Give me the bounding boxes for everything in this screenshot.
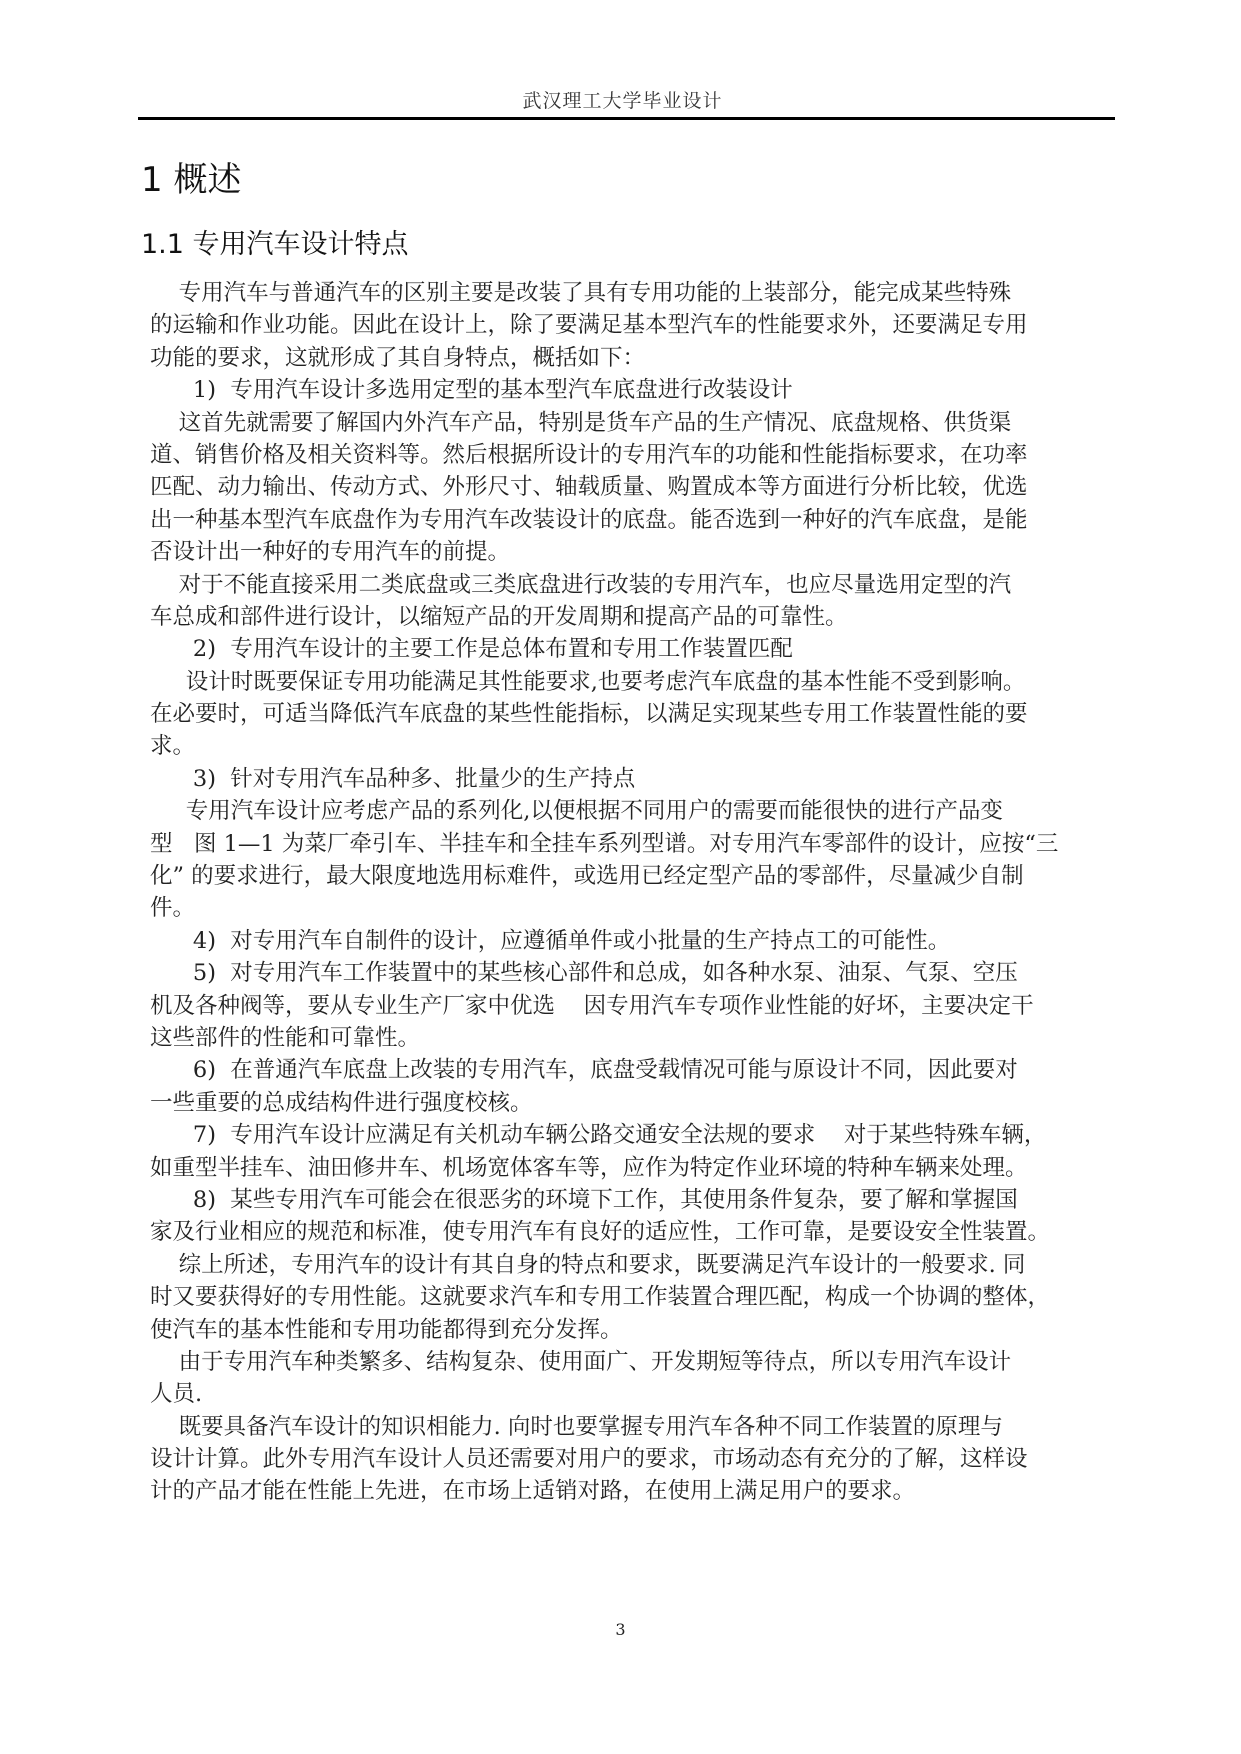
text-line: 件。 (150, 895, 196, 922)
section-heading: 1.1 专用汽车设计特点 (141, 229, 409, 260)
text-line: 使汽车的基本性能和专用功能都得到充分发挥。 (150, 1316, 623, 1343)
text-line: 一些重要的总成结构件进行强度校核。 (150, 1089, 533, 1116)
text-line: 车总成和部件进行设计，以缩短产品的开发周期和提高产品的可靠性。 (150, 603, 848, 630)
text-line: 6) 在普通汽车底盘上改装的专用汽车，底盘受载情况可能与原设计不同，因此要对 (150, 1057, 1018, 1084)
running-header: 武汉理工大学毕业设计 (522, 90, 723, 112)
text-line: 对于不能直接采用二类底盘或三类底盘进行改装的专用汽车，也应尽量选用定型的汽 (150, 571, 1012, 598)
text-line: 1) 专用汽车设计多选用定型的基本型汽车底盘进行改装设计 (150, 377, 793, 404)
text-line: 家及行业相应的规范和标准，使专用汽车有良好的适应性，工作可靠，是要设安全性装置。 (150, 1219, 1051, 1246)
text-line: 这首先就需要了解国内外汽车产品，特别是货车产品的生产情况、底盘规格、供货渠 (150, 409, 1012, 436)
text-line: 型 图 1—1 为菜厂牵引车、半挂车和全挂车系列型谱。对专用汽车零部件的设计，应按“三 (150, 830, 1059, 857)
text-line: 时又要获得好的专用性能。这就要求汽车和专用工作装置合理匹配，构成一个协调的整体， (150, 1284, 1051, 1311)
text-line: 的运输和作业功能。因此在设计上，除了要满足基本型汽车的性能要求外，还要满足专用 (150, 312, 1028, 339)
text-line: 4) 对专用汽车自制件的设计，应遵循单件或小批量的生产持点工的可能性。 (150, 927, 951, 954)
text-line: 由于专用汽车种类繁多、结构复杂、使用面广、开发期短等待点，所以专用汽车设计 (150, 1348, 1012, 1375)
text-line: 这些部件的性能和可靠性。 (150, 1024, 421, 1051)
page-number: 3 (615, 1620, 626, 1639)
text-line: 2) 专用汽车设计的主要工作是总体布置和专用工作装置匹配 (150, 636, 793, 663)
text-line: 综上所述，专用汽车的设计有其自身的特点和要求，既要满足汽车设计的一般要求. 同 (150, 1251, 1026, 1278)
text-line: 道、销售价格及相关资料等。然后根据所设计的专用汽车的功能和性能指标要求，在功率 (150, 441, 1028, 468)
text-line: 3) 针对专用汽车品种多、批量少的生产持点 (150, 765, 636, 792)
chapter-heading: 1 概述 (141, 160, 242, 200)
text-line: 设计时既要保证专用功能满足其性能要求,也要考虑汽车底盘的基本性能不受到影响。 (150, 668, 1026, 695)
text-line: 既要具备汽车设计的知识相能力. 向时也要掌握专用汽车各种不同工作装置的原理与 (150, 1413, 1003, 1440)
text-line: 在必要时，可适当降低汽车底盘的某些性能指标，以满足实现某些专用工作装置性能的要 (150, 701, 1028, 728)
body-text (150, 277, 1114, 1508)
text-line: 出一种基本型汽车底盘作为专用汽车改装设计的底盘。能否选到一种好的汽车底盘，是能 (150, 506, 1028, 533)
text-line: 否设计出一种好的专用汽车的前提。 (150, 539, 511, 566)
text-line: 8) 某些专用汽车可能会在很恶劣的环境下工作，其使用条件复杂，要了解和掌握国 (150, 1186, 1018, 1213)
text-line: 设计计算。此外专用汽车设计人员还需要对用户的要求，市场动态有充分的了解，这样设 (150, 1446, 1028, 1473)
header-divider (138, 117, 1115, 120)
text-line: 5) 对专用汽车工作装置中的某些核心部件和总成，如各种水泵、油泵、气泵、空压 (150, 960, 1018, 987)
text-line: 专用汽车设计应考虑产品的系列化,以便根据不同用户的需要而能很快的进行产品变 (150, 798, 1003, 825)
text-line: 专用汽车与普通汽车的区别主要是改装了具有专用功能的上装部分，能完成某些特殊 (150, 280, 1012, 306)
text-line: 匹配、动力输出、传动方式、外形尺寸、轴载质量、购置成本等方面进行分析比较，优选 (150, 474, 1028, 501)
text-line: 7) 专用汽车设计应满足有关机动车辆公路交通安全法规的要求 对于某些特殊车辆， (150, 1122, 1047, 1149)
text-line: 机及各种阀等，要从专业生产厂家中优选 因专用汽车专项作业性能的好坏，主要决定干 (150, 992, 1034, 1019)
text-line: 功能的要求，这就形成了其自身特点，概括如下： (150, 344, 646, 371)
text-line: 求。 (150, 733, 196, 760)
text-line: 人员. (150, 1381, 203, 1408)
text-line: 化” 的要求进行，最大限度地选用标难件，或选用已经定型产品的零部件，尽量减少自制 (150, 863, 1024, 890)
text-line: 计的产品才能在性能上先进，在市场上适销对路，在使用上满足用户的要求。 (150, 1478, 916, 1505)
text-line: 如重型半挂车、油田修井车、机场宽体客车等，应作为特定作业环境的特种车辆来处理。 (150, 1154, 1028, 1181)
